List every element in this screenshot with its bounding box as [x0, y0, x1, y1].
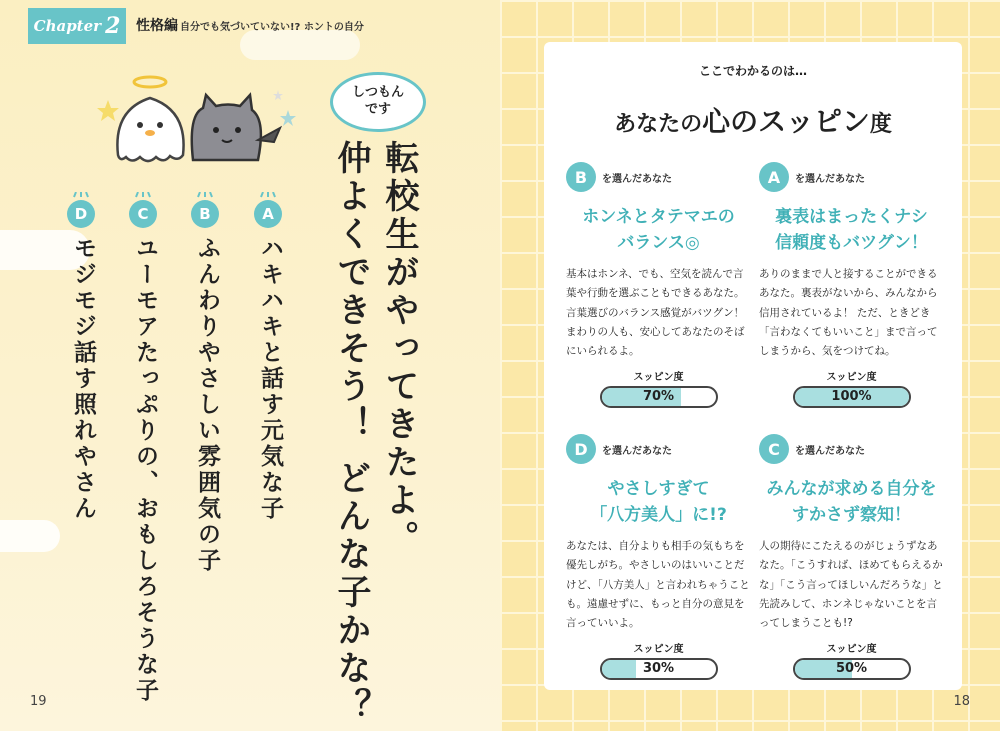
headline-line: すかさず察知！: [792, 505, 911, 526]
chose-label: を選んだあなた: [795, 445, 865, 457]
result-header: [566, 160, 751, 194]
result-b: [566, 160, 751, 408]
result-headline: [566, 476, 751, 529]
cloud-decoration: [0, 520, 60, 552]
option-text: ふんわりやさしい雰囲気の子: [194, 236, 220, 574]
card-kicker: ここでわかるのは…: [698, 64, 807, 78]
option-letter-badge: B: [191, 200, 219, 228]
cloud-decoration: [240, 30, 360, 60]
result-headline: [759, 204, 944, 257]
bubble-line: しつもん: [351, 85, 404, 101]
headline-line: やさしすぎて: [607, 479, 710, 499]
mascot-illustration: [88, 70, 303, 180]
suppin-meter: [793, 658, 911, 680]
meter-label: スッピン度: [633, 643, 684, 655]
chapter-label: Chapter: [33, 17, 102, 35]
result-body: 基本はホンネ、でも、空気を読んで言葉や行動を選ぶこともできるあなた。言葉選びのバランス感覚がバツグン！ まわりの人も、安心してあなたのそばにいられるよ。: [566, 267, 745, 358]
bubble-line: です: [364, 102, 391, 117]
result-d: [566, 432, 751, 680]
page-number-left: 19: [30, 694, 47, 709]
meter-label: スッピン度: [826, 371, 877, 383]
headline-line: 「八方美人」に!?: [590, 505, 727, 526]
result-body: 人の期待にこたえるのがじょうずなあなた。「こうすれば、ほめてもらえるかな」「こう言ってほしいんだろうな」と先読みして、ホンネじゃないことを言ってしまうことも!?: [759, 539, 943, 630]
result-a: [759, 160, 944, 408]
chose-label: を選んだあなた: [602, 173, 672, 185]
result-header: [759, 432, 944, 466]
question-bubble: [330, 72, 426, 132]
chapter-number: 2: [105, 13, 121, 39]
option-text: ハキハキと話す元気な子: [257, 236, 283, 522]
chapter-tab: [28, 8, 126, 44]
card-title: [544, 100, 962, 140]
question-line-1: 転校生がやってきたよ。: [379, 140, 419, 558]
chose-label: を選んだあなた: [602, 445, 672, 457]
result-body: ありのままで人と接することができるあなた。裏表がないから、みんなから信用されているよ！ ただ、ときどき「言わなくてもいいこと」まで言ってしまうから、気をつけてね。: [759, 267, 938, 358]
result-letter-badge: B: [566, 162, 596, 192]
result-headline: [759, 476, 944, 529]
meter-value: 70%: [642, 389, 675, 405]
option-text: モジモジ話す照れやさん: [70, 236, 96, 522]
result-letter-badge: C: [759, 434, 789, 464]
section-title: 性格編: [136, 18, 178, 34]
sparkle-icon: [72, 192, 90, 198]
section-subtitle: 自分でも気づいていない!? ホントの自分: [180, 22, 364, 33]
title-suffix: 度: [869, 112, 892, 137]
result-letter-badge: A: [759, 162, 789, 192]
meter-value: 30%: [642, 661, 675, 677]
result-c: [759, 432, 944, 680]
option-letter-badge: D: [67, 200, 95, 228]
title-main: 心のスッピン: [702, 105, 870, 138]
sparkle-icon: [134, 192, 152, 198]
result-card: [544, 42, 962, 690]
option-letter-badge: C: [129, 200, 157, 228]
result-header: [759, 160, 944, 194]
meter-value: 50%: [835, 661, 868, 677]
option-letter-badge: A: [254, 200, 282, 228]
chose-label: を選んだあなた: [795, 173, 865, 185]
headline-line: みんなが求める自分を: [766, 479, 937, 499]
result-header: [566, 432, 751, 466]
right-page: [500, 0, 1000, 731]
result-headline: [566, 204, 751, 257]
sparkle-icon: [196, 192, 214, 198]
meter-value: 100%: [831, 389, 872, 405]
suppin-meter: [793, 386, 911, 408]
title-prefix: あなたの: [614, 112, 703, 137]
suppin-meter: [600, 658, 718, 680]
sparkle-icon: [259, 192, 277, 198]
result-body: あなたは、自分よりも相手の気もちを優先しがち。やさしいのはいいことだけど、「八方美人」と言われちゃうことも。遠慮せずに、もっと自分の意見を言っていいよ。: [566, 539, 750, 630]
headline-line: ホンネとタテマエの: [582, 207, 735, 227]
option-text: ユーモアたっぷりの、おもしろそうな子: [132, 236, 158, 704]
headline-line: 裏表はまったくナシ: [775, 207, 928, 227]
meter-label: スッピン度: [633, 371, 684, 383]
meter-label: スッピン度: [826, 643, 877, 655]
headline-line: バランス◎: [617, 233, 700, 254]
suppin-meter: [600, 386, 718, 408]
question-line-2: 仲よくできそう！ どんな子かな？: [331, 140, 371, 726]
result-letter-badge: D: [566, 434, 596, 464]
page-number-right: 18: [953, 694, 970, 709]
headline-line: 信頼度もバツグン！: [775, 233, 928, 254]
